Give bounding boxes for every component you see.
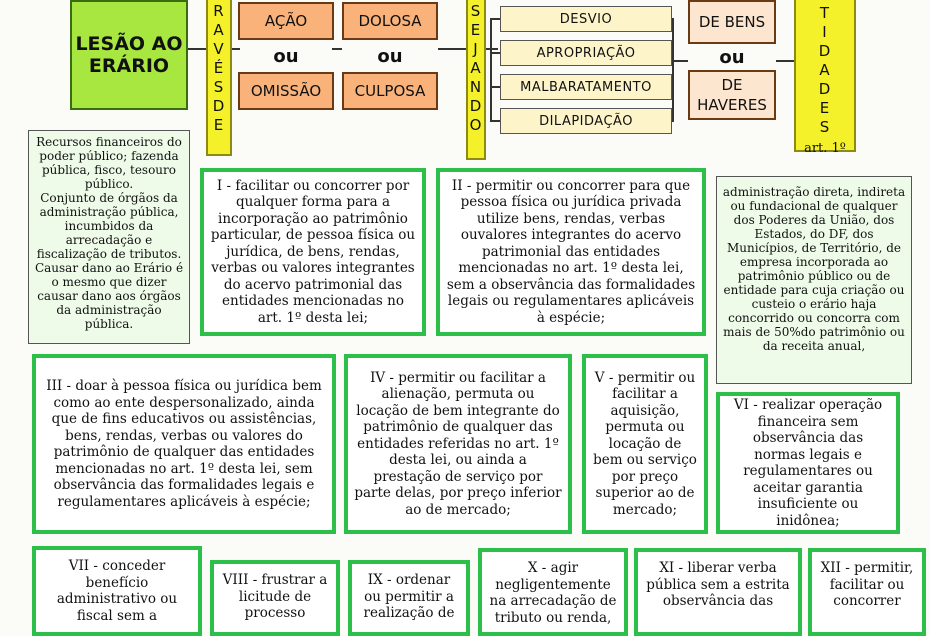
effect-label: DESVIO	[559, 11, 613, 27]
item-xii	[808, 548, 926, 636]
de-haveres-label-2: HAVERES	[697, 96, 767, 114]
item-text: IX - ordenar ou permitir a realização de	[363, 572, 455, 621]
connector-line	[776, 60, 794, 62]
acao-label: AÇÃO	[264, 12, 308, 30]
ou-label: ou	[719, 46, 745, 68]
de-bens-box	[688, 0, 776, 44]
effect-malbaratamento	[500, 74, 672, 100]
item-viii	[210, 560, 340, 636]
vertical-letter: O	[469, 116, 483, 134]
vertical-letter: E	[213, 116, 225, 134]
vertical-letter: É	[213, 59, 225, 77]
left-note: Recursos financeiros do poder público; fazenda pública, fisco, tesouro público. Conjunto de órgãos da administração pública, incumbidos da arrecadação e fiscalização de tributos. Causar dano ao Erário é o mesmo que dizer causar dano aos órgãos da administração pública.	[28, 130, 190, 344]
item-text: VIII - frustrar a licitude de processo	[222, 572, 328, 621]
effect-dilapidacao	[500, 108, 672, 134]
right-note: administração direta, indireta ou fundacional de qualquer dos Poderes da União, dos Estados, do DF, dos Municípios, de Território, de empresa incorporada ao patrimônio público ou de entidade para cuja criação ou custeio o erário haja concorrido ou concorra com mais de 50%do patrimônio ou da receita anual,	[716, 176, 912, 384]
vertical-letter: R	[213, 2, 225, 20]
vertical-letter: D	[818, 80, 832, 98]
title-box	[70, 0, 188, 110]
vertical-letter: E	[470, 21, 482, 39]
atraves-de-bar	[206, 0, 232, 156]
vertical-letter: S	[819, 118, 831, 136]
connector-line	[188, 48, 206, 50]
item-text: III - doar à pessoa física ou jurídica bem como ao ente despersonalizado, ainda que de fins educativos ou assistências, bens, rendas, verbas ou valores do patrimônio de qualquer das entidades mencionadas no art. 1º desta lei, sem observância das formalidades legais e regulamentares aplicáveis à espécie;	[46, 378, 322, 510]
effect-label: DILAPIDAÇÃO	[539, 113, 633, 129]
item-text: X - agir negligentemente na arrecadação de tributo ou renda,	[489, 560, 617, 626]
vertical-letter: S	[213, 78, 225, 96]
vertical-letter: E	[819, 99, 831, 117]
item-text: XI - liberar verba pública sem a estrita observância das	[646, 560, 790, 609]
de-bens-label: DE BENS	[698, 13, 766, 31]
vertical-letter: D	[818, 42, 832, 60]
item-text: VII - conceder benefício administrativo ou fiscal sem a	[56, 558, 178, 624]
item-v	[582, 354, 708, 534]
item-text: IV - permitir ou facilitar a alienação, permuta ou locação de bem integrante do patrimônio de qualquer das entidades referidas no art. 1º desta lei, ou ainda a prestação de serviço por parte delas, por preço inferior ao de mercado;	[354, 369, 562, 518]
item-text: XII - permitir, facilitar ou concorrer	[820, 560, 914, 609]
vertical-letter: T	[819, 4, 831, 22]
item-text: V - permitir ou facilitar a aquisição, permuta ou locação de bem ou serviço por preço superior ao de mercado;	[593, 369, 697, 518]
item-iii	[32, 354, 336, 534]
vertical-letter: A	[213, 21, 225, 39]
vertical-letter: J	[473, 40, 479, 58]
connector-line	[490, 120, 500, 122]
connector-line	[490, 52, 500, 54]
item-x	[478, 548, 628, 636]
connector-line	[490, 18, 500, 20]
item-ii	[436, 168, 706, 336]
culposa-label: CULPOSA	[354, 82, 426, 100]
acao-box	[238, 2, 334, 40]
item-vi	[716, 392, 900, 534]
item-i	[200, 168, 426, 336]
dolosa-label: DOLOSA	[358, 12, 422, 30]
item-iv	[344, 354, 572, 534]
entidades-letters	[819, 4, 832, 137]
vertical-letter: A	[819, 61, 831, 79]
dolosa-box	[342, 2, 438, 40]
vertical-letter: S	[470, 2, 482, 20]
vertical-letter: D	[469, 97, 483, 115]
vertical-letter: V	[213, 40, 225, 58]
de-haveres-label-1: DE	[721, 76, 743, 94]
connector-line	[672, 60, 688, 62]
entidades-bar	[794, 0, 856, 156]
de-haveres-box	[688, 70, 776, 120]
ou-label: ou	[377, 45, 403, 67]
omissao-box	[238, 72, 334, 110]
connector-line	[672, 18, 674, 122]
ensejando-bar	[466, 0, 486, 160]
effect-desvio	[500, 6, 672, 32]
culposa-box	[342, 72, 438, 110]
item-xi	[634, 548, 802, 636]
effect-label: APROPRIAÇÃO	[536, 45, 636, 61]
ou-label: ou	[273, 45, 299, 67]
item-text: VI - realizar operação financeira sem observância das normas legais e regulamentares ou aceitar garantia insuficiente ou inidônea;	[733, 397, 883, 529]
entidades-ref: art. 1º	[804, 141, 846, 156]
vertical-letter: A	[470, 59, 482, 77]
vertical-letter: I	[822, 23, 828, 41]
item-text: II - permitir ou concorrer para que pessoa física ou jurídica privada utilize bens, rendas, verbas ouvalores integrantes do acervo patrimonial das entidades mencionadas no art. 1º desta lei, sem a observância das formalidades legais ou regulamentares aplicáveis à espécie;	[446, 177, 696, 326]
connector-line	[490, 18, 492, 122]
page-title: LESÃO AO ERÁRIO	[75, 33, 183, 77]
omissao-label: OMISSÃO	[250, 82, 322, 100]
vertical-letter: D	[212, 97, 226, 115]
item-vii	[32, 546, 202, 636]
effect-apropriacao	[500, 40, 672, 66]
item-text: I - facilitar ou concorrer por qualquer forma para a incorporação ao patrimônio particular, de pessoa física ou jurídica, de bens, rendas, verbas ou valores integrantes do acervo patrimonial das entidades mencionadas no art. 1º desta lei;	[210, 177, 416, 326]
vertical-letter: N	[469, 78, 483, 96]
item-ix	[348, 560, 470, 636]
connector-line	[490, 86, 500, 88]
connector-line	[438, 48, 466, 50]
effect-label: MALBARATAMENTO	[520, 79, 652, 95]
